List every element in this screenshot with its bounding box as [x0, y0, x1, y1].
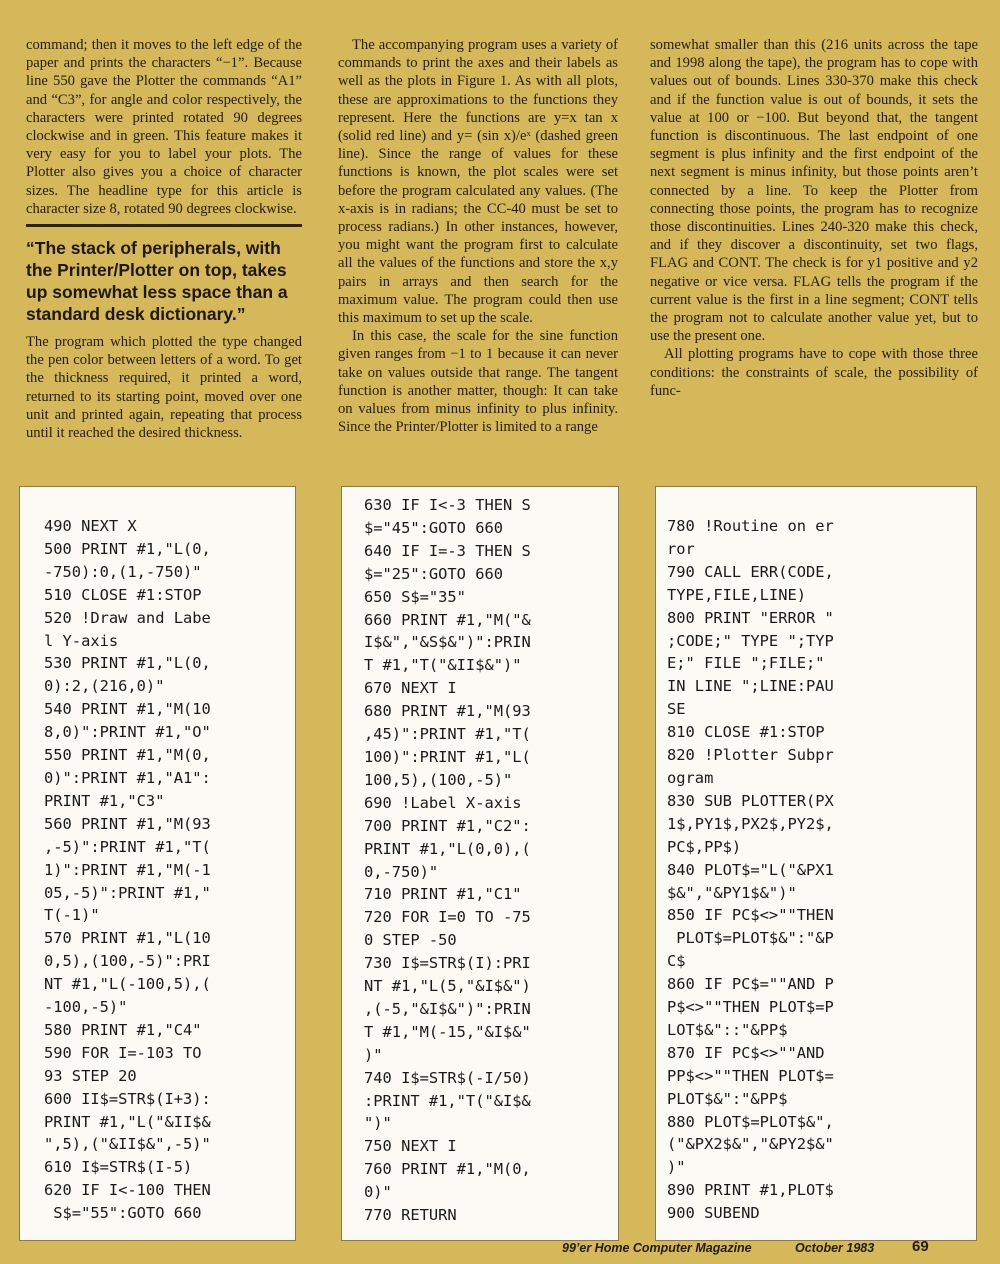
article-paragraph: In this case, the scale for the sine function given ranges from −1 to 1 because it can never take on values outside that range. The tangent function is another matter, though: It can take on values from minus infinity to plus infinity. Since the Printer/Plotter is limited to a range — [338, 328, 618, 436]
article-paragraph: The accompanying program uses a variety of commands to print the axes and their labels as well as the plots in Figure 1. As with all plots, these are approximations to the functions they represent. Here the functions are y=x tan x (solid red line) and y= (sin x)/eˣ (dashed green line). Since the range of values for these functions is known, the plot scales were set before the program calculated any values. (The x-axis is in radians; the CC-40 must be set to process radians.) In other instances, however, you might want the program first to calculate all the values of the functions and store the x,y pairs in arrays and then search for the maximum value. The program could then use this maximum to set up the scale. — [338, 37, 618, 327]
pullquote-rule — [26, 224, 302, 227]
page-footer — [0, 1238, 1000, 1258]
issue-date: October 1983 — [795, 1241, 875, 1255]
article-paragraph: The program which plotted the type changed the pen color between letters of a word. To get the thickness required, it printed a word, returned to its starting point, moved over one unit and printed again, repeating that process until it reached the desired thickness. — [26, 334, 302, 442]
program-listing-box-1 — [19, 486, 296, 1241]
article-paragraph: somewhat smaller than this (216 units across the tape and 1998 along the tape), the program has to cope with values out of bounds. Lines 330-370 make this check and if the function value is out of bounds, it sets the value at 100 or −100. But beyond that, the tangent function is discontinuous. The last endpoint of one segment is plus infinity and the first endpoint of the next segment is minus infinity, but those points aren’t connected by a line. To keep the Plotter from connecting those points, the program has to recognize those discontinuities. Lines 240-320 make this check, and if they discover a discontinuity, set two flags, FLAG and CONT. The check is for y1 positive and y2 negative or vice versa. FLAG tells the program if the current value is the first in a line segment; CONT tells the program not to calculate another value yet, but to use the present one. — [650, 37, 978, 345]
article-paragraph: All plotting programs have to cope with those three conditions: the constraints of scale, the possibility of func- — [650, 346, 978, 399]
pullquote: “The stack of peripherals, with the Printer/Plotter on top, takes up somewhat less space than a standard desk dictionary.” — [26, 238, 288, 325]
program-listing-3: 780 !Routine on er ror 790 CALL ERR(CODE, TYPE,FILE,LINE) 800 PRINT "ERROR " ;CODE;" TYPE ";TYP E;" FILE ";FILE;" IN LINE ";LINE:PAU SE 810 CLOSE #1:STOP 820 !Plotter Subpr ogram 830 SUB PLOTTER(PX 1$,PY1$,PX2$,PY2$, PC$,PP$) 840 PLOT$="L("&PX1 $&","&PY1$&")" 850 IF PC$<>""THEN PLOT$=PLOT$&":"&P C$ 860 IF PC$=""AND P P$<>""THEN PLOT$=P LOT$&"::"&PP$ 870 IF PC$<>""AND PP$<>""THEN PLOT$= PLOT$&":"&PP$ 880 PLOT$=PLOT$&", ("&PX2$&","&PY2$&" )" 890 PRINT #1,PLOT$ 900 SUBEND — [667, 517, 834, 1223]
magazine-name: 99’er Home Computer Magazine — [562, 1241, 752, 1255]
program-listing-1: 490 NEXT X 500 PRINT #1,"L(0, -750):0,(1,-750)" 510 CLOSE #1:STOP 520 !Draw and Labe l Y-axis 530 PRINT #1,"L(0, 0):2,(216,0)" 540 PRINT #1,"M(10 8,0)":PRINT #1,"O" 550 PRINT #1,"M(0, 0)":PRINT #1,"A1": PRINT #1,"C3" 560 PRINT #1,"M(93 ,-5)":PRINT #1,"T( 1)":PRINT #1,"M(-1 05,-5)":PRINT #1," T(-1)" 570 PRINT #1,"L(10 0,5),(100,-5)":PRI NT #1,"L(-100,5),( -100,-5)" 580 PRINT #1,"C4" 590 FOR I=-103 TO 93 STEP 20 600 II$=STR$(I+3): PRINT #1,"L("&II$& ",5),("&II$&",-5)" 610 I$=STR$(I-5) 620 IF I<-100 THEN S$="55":GOTO 660 — [44, 517, 211, 1223]
program-listing-box-3 — [655, 486, 977, 1241]
program-listing-2: 630 IF I<-3 THEN S $="45":GOTO 660 640 IF I=-3 THEN S $="25":GOTO 660 650 S$="35" 660 PRINT #1,"M("& I$&","&S$&")":PRIN T #1,"T("&II$&")" 670 NEXT I 680 PRINT #1,"M(93 ,45)":PRINT #1,"T( 100)":PRINT #1,"L( 100,5),(100,-5)" 690 !Label X-axis 700 PRINT #1,"C2": PRINT #1,"L(0,0),( 0,-750)" 710 PRINT #1,"C1" 720 FOR I=0 TO -75 0 STEP -50 730 I$=STR$(I):PRI NT #1,"L(5,"&I$&") ,(-5,"&I$&")":PRIN T #1,"M(-15,"&I$&" )" 740 I$=STR$(-I/50) :PRINT #1,"T("&I$& ")" 750 NEXT I 760 PRINT #1,"M(0, 0)" 770 RETURN — [364, 496, 531, 1225]
article-column-3 — [650, 36, 978, 400]
article-paragraph: command; then it moves to the left edge of the paper and prints the characters “−1”. Because line 550 gave the Plotter the commands “A1” and “C3”, for angle and color respectively, the characters were printed rotated 90 degrees clockwise and in green. This feature makes it very easy for you to label your plots. The Plotter also gives you a choice of character sizes. The headline type for this article is character size 8, rotated 90 degrees clockwise. — [26, 37, 302, 217]
article-column-1 — [26, 36, 302, 442]
page-number: 69 — [912, 1238, 929, 1255]
article-column-2 — [338, 36, 618, 436]
program-listing-box-2 — [341, 486, 619, 1241]
